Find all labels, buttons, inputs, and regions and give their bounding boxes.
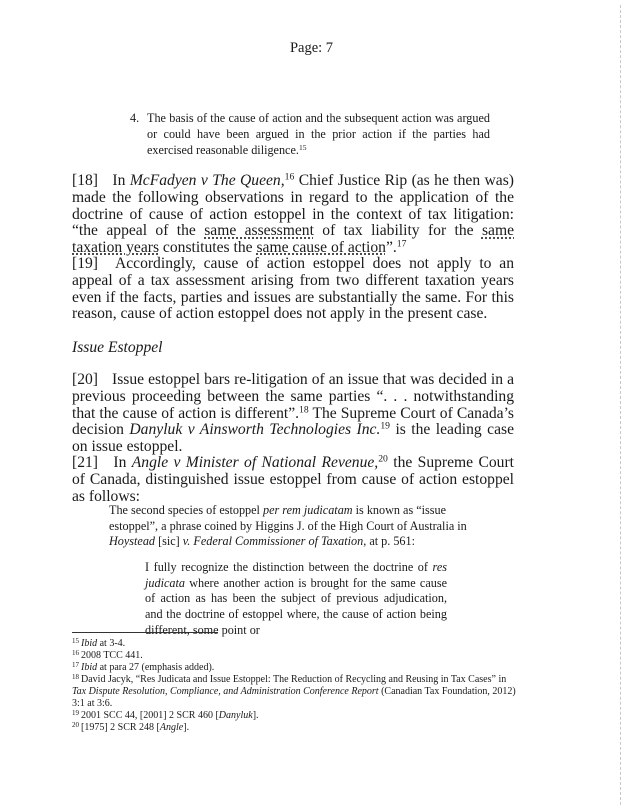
paragraph-number: [19] [72, 255, 98, 272]
page-edge-divider [620, 5, 621, 805]
footnote-ref[interactable]: 16 [284, 171, 295, 183]
paragraph-19: [19] Accordingly, cause of action estoppel does not apply to an appeal of a tax assessment arising from two different taxation years even if the facts, parties and issues are substantially the same. For this reason, cause of action estoppel does not apply in the present case. [72, 255, 514, 323]
footnotes [72, 638, 522, 734]
page-number-header: Page: 7 [289, 40, 334, 56]
footnote-16: $^{16}$ 2008 TCC 441. [72, 648, 143, 661]
paragraph-number: [18] [72, 172, 98, 189]
case-name: McFadyen v The Queen, [129, 172, 285, 189]
footnote-ref[interactable]: 15 [298, 142, 307, 152]
footnote-20: $^{20}$ [1975] 2 SCR 248 [Angle]. [72, 720, 190, 733]
paragraph-number: [21] [72, 454, 98, 471]
paragraph-18: [18] In McFadyen v The Queen,$^{16}$ Chief Justice Rip (as he then was) made the following observations in regard to the application of the doctrine of cause of action estoppel in the context of tax litigation: “the appeal of the same assessment of tax liability for the same taxation years constitutes the same cause of action”.$^{17}$ [72, 171, 514, 257]
footnote-ref[interactable]: 17 [396, 238, 407, 250]
footnote-ref[interactable]: 19 [380, 421, 390, 433]
criteria-list-item-4 [130, 110, 490, 158]
footnote-18: $^{18}$ David Jacyk, “Res Judicata and Issue Estoppel: The Reduction of Recycling and Reusing in Tax Cases” in Tax Dispute Resolution, Compliance, and Administration Conference Report (Canadian Tax Foundation, 2012) 3:1 at 3:6. [72, 672, 516, 709]
footnote-15: $^{15}$ Ibid at 3-4. [72, 636, 126, 649]
list-item-text: The basis of the cause of action and the subsequent action was argued or could have been argued in the prior action if the parties had exercised reasonable diligence.$^{15}$ [147, 111, 490, 157]
paragraph-number: [20] [72, 371, 98, 388]
case-name: Angle v Minister of National Revenue, [131, 454, 379, 471]
case-name: Danyluk v Ainsworth Technologies Inc. [129, 421, 381, 439]
footnote-17: $^{17}$ Ibid at para 27 (emphasis added). [72, 660, 215, 673]
footnote-ref[interactable]: 20 [378, 453, 388, 465]
paragraph-21: [21] In Angle v Minister of National Revenue,$^{20}$ the Supreme Court of Canada, distinguished issue estoppel from cause of action estoppel as follows: [72, 453, 514, 505]
footnote-19: $^{19}$ 2001 SCC 44, [2001] 2 SCR 460 [Danyluk]. [72, 708, 259, 721]
emphasis-underline: same cause of action [256, 239, 386, 257]
block-quote: The second species of estoppel per rem judicatam is known as “issue estoppel”, a phrase coined by Higgins J. of the High Court of Australia in Hoystead [sic] v. Federal Commissioner of Taxation, at p. 561: [109, 503, 467, 549]
footnote-separator [72, 632, 218, 633]
footnote-ref[interactable]: 18 [299, 404, 309, 416]
section-heading-issue-estoppel: Issue Estoppel [72, 339, 163, 356]
nested-block-quote: I fully recognize the distinction between the doctrine of res judicata where another action is brought for the same cause of action as has been the subject of previous adjudication, and the doctrine of estoppel where, the cause of action being different, some point or [145, 560, 447, 637]
emphasis-underline: same assessment [204, 222, 314, 240]
emphasis-underline: same taxation years [72, 222, 514, 257]
paragraph-20: [20] Issue estoppel bars re-litigation of an issue that was decided in a previous proceeding between the same parties “. . . notwithstanding that the cause of action is different”.$^{18}$ The Supreme Court of Canada’s decision Danyluk v Ainsworth Technologies Inc.$^{19}$ is the leading case on issue estoppel. [72, 371, 514, 456]
list-item-number: 4. [130, 111, 140, 125]
